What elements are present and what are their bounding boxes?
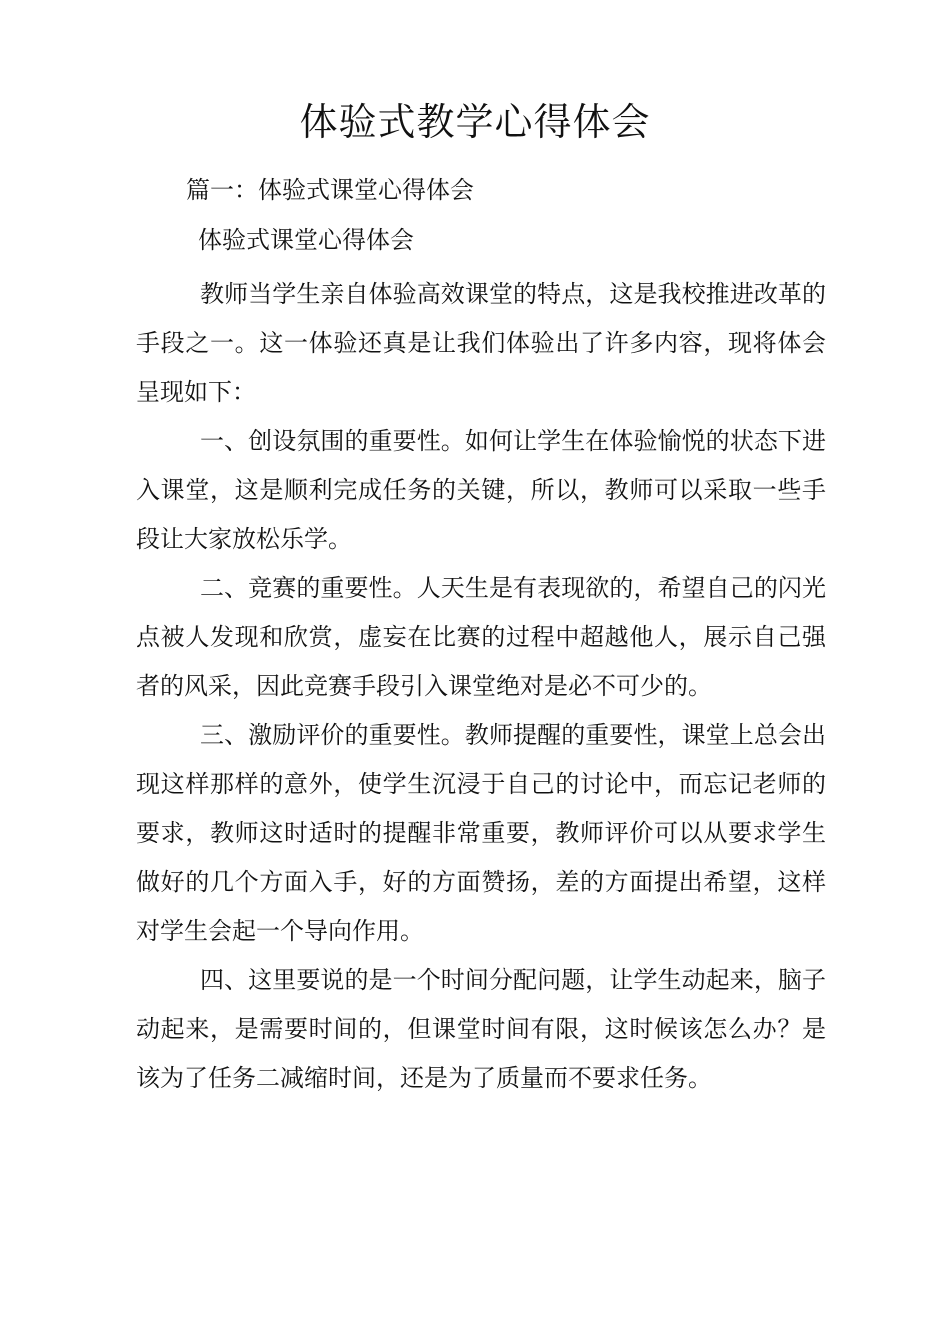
paragraph-point-2: 二、竞赛的重要性。人天生是有表现欲的，希望自己的闪光点被人发现和欣赏，虚妄在比赛的过程中超越他人，展示自己强者的风采，因此竞赛手段引入课堂绝对是必不可少的。	[136, 574, 826, 700]
section-title: 篇一：体验式课堂心得体会	[186, 176, 474, 204]
document-title: 体验式教学心得体会	[299, 100, 651, 144]
sub-title: 体验式课堂心得体会	[198, 226, 414, 254]
document-body	[136, 270, 826, 1103]
paragraph-point-1: 一、创设氛围的重要性。如何让学生在体验愉悦的状态下进入课堂，这是顺利完成任务的关键，所以，教师可以采取一些手段让大家放松乐学。	[136, 427, 826, 553]
paragraph-point-4: 四、这里要说的是一个时间分配问题，让学生动起来，脑子动起来，是需要时间的，但课堂时间有限，这时候该怎么办？是该为了任务二减缩时间，还是为了质量而不要求任务。	[136, 966, 826, 1092]
paragraph-intro: 教师当学生亲自体验高效课堂的特点，这是我校推进改革的手段之一。这一体验还真是让我们体验出了许多内容，现将体会呈现如下：	[136, 280, 826, 406]
paragraph-point-3: 三、激励评价的重要性。教师提醒的重要性，课堂上总会出现这样那样的意外，使学生沉浸于自己的讨论中，而忘记老师的要求，教师这时适时的提醒非常重要，教师评价可以从要求学生做好的几个方面入手，好的方面赞扬，差的方面提出希望，这样对学生会起一个导向作用。	[136, 721, 826, 945]
